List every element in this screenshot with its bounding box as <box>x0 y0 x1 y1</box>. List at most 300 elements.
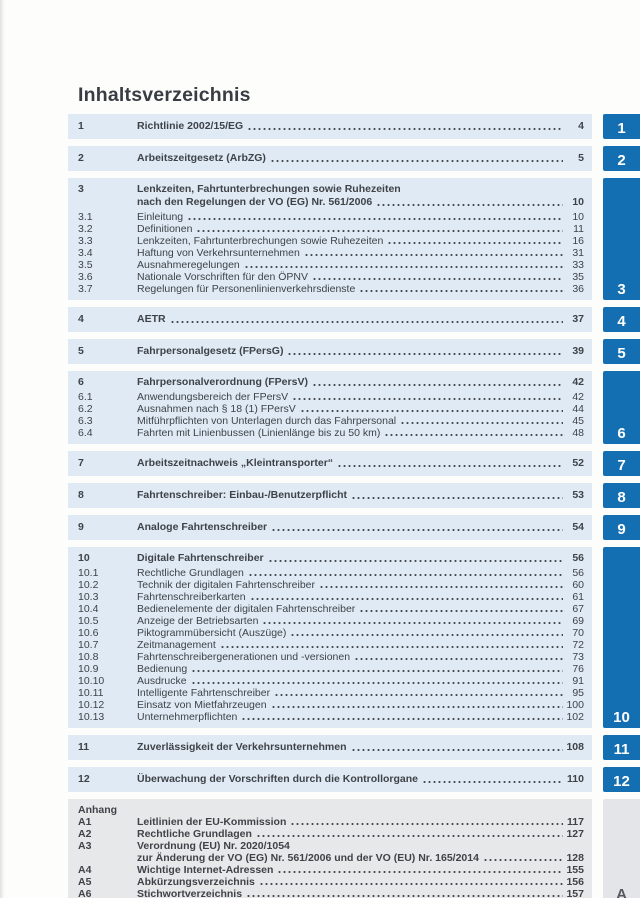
entry-title: Bedienung <box>137 663 188 675</box>
entry-line <box>137 247 584 259</box>
entry-line <box>137 579 584 591</box>
toc-section-4 <box>68 307 640 332</box>
dot-leader <box>387 238 563 245</box>
entry-body <box>137 615 584 627</box>
toc-entry <box>78 211 584 223</box>
toc-entry <box>78 603 584 615</box>
entry-title: Definitionen <box>137 223 193 235</box>
entry-body <box>137 120 584 133</box>
entry-line <box>137 196 584 209</box>
dot-leader <box>220 642 563 649</box>
entry-line <box>137 152 584 165</box>
entry-page-number: 10 <box>572 211 584 223</box>
entry-page-number: 76 <box>572 663 584 675</box>
dot-leader <box>274 690 563 697</box>
entry-body <box>137 376 584 389</box>
dot-leader <box>384 430 563 437</box>
page-title: Inhaltsverzeichnis <box>78 84 251 106</box>
dot-leader <box>290 630 563 637</box>
section-block-6 <box>68 371 592 444</box>
entry-number: 10.5 <box>78 615 99 627</box>
entry-page-number: 108 <box>566 741 584 753</box>
toc-entry <box>78 457 584 470</box>
dot-leader <box>422 777 563 784</box>
entry-line <box>137 391 584 403</box>
entry-title: Ausnahmen nach § 18 (1) FPersV <box>137 403 296 415</box>
dot-leader <box>187 214 563 221</box>
entry-number: A4 <box>78 864 92 876</box>
entry-body <box>137 313 584 326</box>
entry-number: 6.4 <box>78 427 93 439</box>
entry-title: Einleitung <box>137 211 184 223</box>
entry-title: Einsatz von Mietfahrzeugen <box>137 699 267 711</box>
entry-title: Intelligente Fahrtenschreiber <box>137 687 271 699</box>
entry-title: Rechtliche Grundlagen <box>137 567 244 579</box>
toc-section-12 <box>68 767 640 792</box>
entry-body <box>137 864 584 876</box>
entry-number: 10.9 <box>78 663 99 675</box>
entry-title: Stichwortverzeichnis <box>137 888 243 898</box>
entry-body <box>137 345 584 358</box>
entry-title: Zeitmanagement <box>137 639 216 651</box>
toc-entry <box>78 816 584 828</box>
entry-number: 10.13 <box>78 711 105 723</box>
entry-number: 10.4 <box>78 603 99 615</box>
dot-leader <box>244 262 563 269</box>
toc-entry <box>78 711 584 723</box>
section-block-10 <box>68 547 592 728</box>
entry-title: Rechtliche Grundlagen <box>137 828 252 840</box>
entry-page-number: 100 <box>566 699 584 711</box>
toc-entry <box>78 391 584 403</box>
entry-line <box>137 345 584 358</box>
entry-title: Analoge Fahrtenschreiber <box>137 521 268 533</box>
entry-title: Leitlinien der EU-Kommission <box>137 816 287 828</box>
entry-number: 3.2 <box>78 223 93 235</box>
entry-page-number: 42 <box>572 391 584 403</box>
entry-number: A2 <box>78 828 92 840</box>
dot-leader <box>241 714 563 721</box>
thumb-tab-3: 3 <box>603 178 640 300</box>
dot-leader <box>271 702 563 709</box>
entry-body <box>137 235 584 247</box>
entry-line <box>137 259 584 271</box>
entry-body <box>137 489 584 502</box>
entry-number: 10.12 <box>78 699 105 711</box>
dot-leader <box>300 406 563 413</box>
toc-entry <box>78 687 584 699</box>
toc-entry <box>78 567 584 579</box>
dot-leader <box>262 618 563 625</box>
section-block-3 <box>68 178 592 300</box>
toc-entry <box>78 415 584 427</box>
entry-title: Mitführpflichten von Unterlagen durch das Fahrpersonal <box>137 415 397 427</box>
section-block-2 <box>68 146 592 171</box>
dot-leader <box>259 879 563 886</box>
entry-line <box>137 675 584 687</box>
entry-number: 10.1 <box>78 567 99 579</box>
toc-section-3 <box>68 178 640 300</box>
scan-edge-artifact <box>0 0 5 898</box>
entry-line <box>137 271 584 283</box>
entry-number: A1 <box>78 816 92 828</box>
toc-section-2 <box>68 146 640 171</box>
entry-body <box>137 773 584 786</box>
thumb-tab-6: 6 <box>603 371 640 444</box>
entry-page-number: 45 <box>572 415 584 427</box>
entry-body <box>137 211 584 223</box>
entry-page-number: 56 <box>572 552 584 564</box>
entry-body <box>137 699 584 711</box>
entry-number: 6.1 <box>78 391 93 403</box>
entry-line <box>137 663 584 675</box>
dot-leader <box>287 349 563 356</box>
toc-entry <box>78 345 584 358</box>
entry-title: Fahrtenschreiberkarten <box>137 591 246 603</box>
dot-leader <box>256 831 563 838</box>
entry-page-number: 33 <box>572 259 584 271</box>
entry-body <box>137 663 584 675</box>
entry-line <box>137 403 584 415</box>
toc-entry <box>78 259 584 271</box>
section-block-9 <box>68 515 592 540</box>
entry-title: Fahrtenschreiber: Einbau-/Benutzerpflicht <box>137 489 348 501</box>
entry-title: Fahrtenschreibergenerationen und -versionen <box>137 651 351 663</box>
toc-entry <box>78 403 584 415</box>
toc-entry <box>78 247 584 259</box>
entry-body <box>137 816 584 828</box>
entry-number: 6.2 <box>78 403 93 415</box>
entry-number: 6 <box>78 376 84 388</box>
entry-title: Regelungen für Personenlinienverkehrsdienste <box>137 283 356 295</box>
toc-entry <box>78 864 584 876</box>
dot-leader <box>270 156 563 163</box>
entry-number: 3.4 <box>78 247 93 259</box>
toc-entry <box>78 741 584 754</box>
entry-line <box>137 741 584 754</box>
toc-entry <box>78 376 584 389</box>
entry-line <box>137 773 584 786</box>
entry-page-number: 110 <box>567 773 584 785</box>
dot-leader <box>271 525 563 532</box>
dot-leader <box>354 654 563 661</box>
toc-entry <box>78 651 584 663</box>
entry-line <box>137 223 584 235</box>
entry-line <box>137 183 584 196</box>
entry-line <box>137 313 584 326</box>
entry-body <box>137 391 584 403</box>
entry-page-number: 72 <box>572 639 584 651</box>
thumb-tab-11: 11 <box>603 735 640 760</box>
entry-number: 10.3 <box>78 591 99 603</box>
entry-line <box>137 615 584 627</box>
entry-number: 10 <box>78 552 90 564</box>
dot-leader <box>191 666 563 673</box>
entry-title: Piktogrammübersicht (Auszüge) <box>137 627 287 639</box>
dot-leader <box>312 380 563 387</box>
entry-title: Bedienelemente der digitalen Fahrtenschreiber <box>137 603 356 615</box>
entry-title: Technik der digitalen Fahrtenschreiber <box>137 579 316 591</box>
entry-page-number: 70 <box>572 627 584 639</box>
entry-number: 10.11 <box>78 687 104 699</box>
entry-body <box>137 741 584 754</box>
entry-page-number: 44 <box>572 403 584 415</box>
entry-number: A6 <box>78 888 92 898</box>
entry-line <box>137 888 584 898</box>
entry-title: Anzeige der Betriebsarten <box>137 615 259 627</box>
entry-body <box>137 271 584 283</box>
toc-panel <box>68 114 640 898</box>
section-block-12 <box>68 767 592 792</box>
entry-line <box>137 235 584 247</box>
entry-body <box>137 711 584 723</box>
thumb-tab-A: A <box>603 799 640 898</box>
entry-page-number: 52 <box>572 457 584 469</box>
dot-leader <box>376 200 563 207</box>
entry-body <box>137 651 584 663</box>
entry-number: 3.1 <box>78 211 93 223</box>
entry-page-number: 155 <box>566 864 584 876</box>
entry-number: 6.3 <box>78 415 93 427</box>
section-block-8 <box>68 483 592 508</box>
entry-line <box>137 711 584 723</box>
entry-title: Haftung von Verkehrsunternehmen <box>137 247 300 259</box>
toc-entry <box>78 888 584 898</box>
toc-entry <box>78 183 584 209</box>
entry-body <box>137 591 584 603</box>
entry-title: AETR <box>137 313 166 325</box>
entry-page-number: 156 <box>566 876 584 888</box>
entry-page-number: 5 <box>578 152 584 164</box>
toc-entry <box>78 552 584 565</box>
toc-entry <box>78 579 584 591</box>
thumb-tab-5: 5 <box>603 339 640 364</box>
entry-body <box>137 828 584 840</box>
dot-leader <box>400 418 563 425</box>
thumb-tab-8: 8 <box>603 483 640 508</box>
entry-page-number: 91 <box>572 675 584 687</box>
entry-body <box>137 427 584 439</box>
entry-page-number: 60 <box>572 579 584 591</box>
entry-page-number: 48 <box>572 427 584 439</box>
entry-line <box>137 876 584 888</box>
section-block-1 <box>68 114 592 139</box>
entry-title: Nationale Vorschriften für den ÖPNV <box>137 271 309 283</box>
entry-title: Ausdrucke <box>137 675 187 687</box>
toc-entry <box>78 615 584 627</box>
entry-number: 3.7 <box>78 283 93 295</box>
entry-line <box>137 283 584 295</box>
entry-title: Ausnahmeregelungen <box>137 259 240 271</box>
entry-title: Verordnung (EU) Nr. 2020/1054 <box>137 840 290 852</box>
entry-title: Unternehmerpflichten <box>137 711 238 723</box>
toc-entry <box>78 152 584 165</box>
thumb-tab-10: 10 <box>603 547 640 728</box>
dot-leader <box>250 594 563 601</box>
dot-leader <box>247 124 563 131</box>
entry-number: 3 <box>78 183 84 195</box>
entry-body <box>137 675 584 687</box>
entry-title: Arbeitszeitgesetz (ArbZG) <box>137 152 266 164</box>
section-block-A <box>68 799 592 898</box>
dot-leader <box>351 493 563 500</box>
entry-body <box>137 183 584 209</box>
toc-section-9 <box>68 515 640 540</box>
entry-line <box>137 211 584 223</box>
toc-entry <box>78 675 584 687</box>
dot-leader <box>359 606 563 613</box>
entry-number: 10.7 <box>78 639 99 651</box>
entry-page-number: 10 <box>572 196 584 208</box>
entry-line <box>137 457 584 470</box>
entry-title: Anwendungsbereich der FPersV <box>137 391 289 403</box>
entry-line <box>137 552 584 565</box>
entry-body <box>137 567 584 579</box>
dot-leader <box>319 582 563 589</box>
entry-page-number: 128 <box>566 852 584 864</box>
section-block-4 <box>68 307 592 332</box>
dot-leader <box>312 274 563 281</box>
entry-page-number: 39 <box>572 345 584 357</box>
toc-section-A <box>68 799 640 898</box>
entry-number: 3.6 <box>78 271 93 283</box>
entry-number: 11 <box>78 741 90 753</box>
dot-leader <box>196 226 563 233</box>
toc-entry <box>78 663 584 675</box>
entry-number: 4 <box>78 313 84 325</box>
entry-body <box>137 603 584 615</box>
entry-body <box>137 840 584 864</box>
toc-entry <box>78 639 584 651</box>
toc-entry <box>78 235 584 247</box>
toc-entry <box>78 591 584 603</box>
entry-number: 1 <box>78 120 84 132</box>
toc-entry <box>78 313 584 326</box>
dot-leader <box>337 461 563 468</box>
entry-page-number: 69 <box>572 615 584 627</box>
entry-page-number: 16 <box>572 235 584 247</box>
entry-page-number: 61 <box>572 591 584 603</box>
entry-number: A3 <box>78 840 92 852</box>
toc-entry <box>78 876 584 888</box>
entry-number: Anhang <box>78 804 118 816</box>
entry-number: 9 <box>78 521 84 533</box>
toc-section-7 <box>68 451 640 476</box>
toc-entry <box>78 627 584 639</box>
entry-line <box>137 567 584 579</box>
entry-body <box>137 579 584 591</box>
entry-line <box>137 427 584 439</box>
entry-page-number: 4 <box>578 120 584 132</box>
entry-body <box>137 403 584 415</box>
entry-number: A5 <box>78 876 92 888</box>
entry-number: 2 <box>78 152 84 164</box>
entry-title: Lenkzeiten, Fahrtunterbrechungen sowie Ruhezeiten <box>137 183 401 195</box>
entry-body <box>137 152 584 165</box>
entry-line <box>137 489 584 502</box>
entry-number: 10.10 <box>78 675 105 687</box>
toc-section-11 <box>68 735 640 760</box>
entry-body <box>137 888 584 898</box>
entry-body <box>137 639 584 651</box>
thumb-tab-9: 9 <box>603 515 640 540</box>
toc-section-8 <box>68 483 640 508</box>
entry-page-number: 102 <box>566 711 584 723</box>
thumb-tab-4: 4 <box>603 307 640 332</box>
dot-leader <box>359 286 563 293</box>
toc-entry <box>78 840 584 864</box>
dot-leader <box>246 891 563 898</box>
entry-title: Arbeitszeitnachweis „Kleintransporter“ <box>137 457 334 469</box>
toc-section-6 <box>68 371 640 444</box>
entry-body <box>137 415 584 427</box>
entry-number: 3.3 <box>78 235 93 247</box>
entry-body <box>137 457 584 470</box>
toc-entry <box>78 773 584 786</box>
entry-line <box>137 852 584 864</box>
toc-entry <box>78 804 584 816</box>
entry-number: 10.2 <box>78 579 99 591</box>
dot-leader <box>483 855 563 862</box>
entry-line <box>137 120 584 133</box>
toc-entry <box>78 271 584 283</box>
toc-entry <box>78 120 584 133</box>
entry-line <box>137 816 584 828</box>
entry-title: Fahrpersonalgesetz (FPersG) <box>137 345 284 357</box>
entry-line <box>137 376 584 389</box>
toc-entry <box>78 828 584 840</box>
toc-entry <box>78 427 584 439</box>
thumb-tab-12: 12 <box>603 767 640 792</box>
dot-leader <box>292 394 563 401</box>
entry-page-number: 56 <box>572 567 584 579</box>
entry-title: Richtlinie 2002/15/EG <box>137 120 244 132</box>
toc-entry <box>78 489 584 502</box>
entry-line <box>137 521 584 534</box>
entry-line <box>137 603 584 615</box>
entry-page-number: 11 <box>573 223 584 235</box>
entry-page-number: 157 <box>566 888 584 898</box>
dot-leader <box>170 317 563 324</box>
entry-number: 3.5 <box>78 259 93 271</box>
dot-leader <box>277 867 563 874</box>
thumb-tab-2: 2 <box>603 146 640 171</box>
entry-number: 8 <box>78 489 84 501</box>
entry-page-number: 42 <box>572 376 584 388</box>
entry-line <box>137 828 584 840</box>
entry-page-number: 54 <box>572 521 584 533</box>
toc-entry <box>78 223 584 235</box>
entry-number: 10.6 <box>78 627 99 639</box>
toc-entry <box>78 283 584 295</box>
entry-page-number: 67 <box>572 603 584 615</box>
toc-section-5 <box>68 339 640 364</box>
entry-body <box>137 804 584 816</box>
dot-leader <box>248 570 563 577</box>
entry-number: 7 <box>78 457 84 469</box>
entry-body <box>137 876 584 888</box>
entry-title: Wichtige Internet-Adressen <box>137 864 274 876</box>
entry-title: nach den Regelungen der VO (EG) Nr. 561/2006 <box>137 196 373 208</box>
entry-body <box>137 627 584 639</box>
entry-line <box>137 864 584 876</box>
entry-line <box>137 651 584 663</box>
entry-page-number: 95 <box>572 687 584 699</box>
entry-page-number: 35 <box>572 271 584 283</box>
entry-page-number: 53 <box>572 489 584 501</box>
entry-line <box>137 639 584 651</box>
entry-body <box>137 283 584 295</box>
